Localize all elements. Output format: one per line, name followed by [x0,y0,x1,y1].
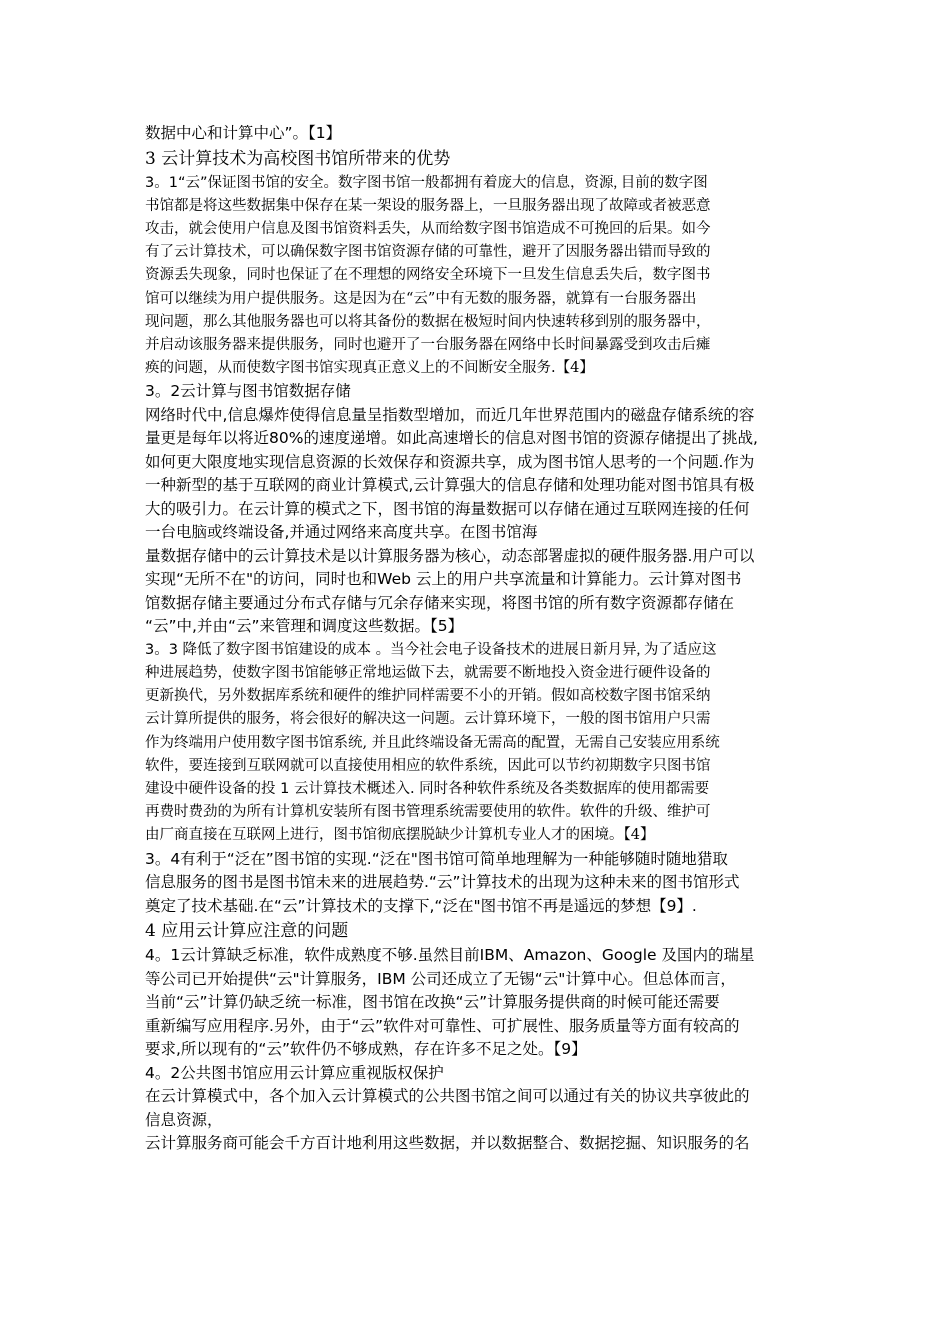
text-span: 当今社会电子设备技术的进展日新月异, 为了适应这 [390,641,717,658]
subsection-heading-3-1: 3。1“云”保证图书馆的安全。 [145,174,338,191]
text-line: 在云计算模式中，各个加入云计算模式的公共图书馆之间可以通过有关的协议共享彼此的 [145,1087,750,1106]
text-line: 信息资源， [145,1110,223,1129]
text-line: 痪的问题，从而使数字图书馆实现真正意义上的不间断安全服务.【4】 [145,360,594,377]
text-span: 入. 同时各种软件系统及各类数据库的使用都需要 [395,781,710,798]
text-span: 建设中硬件设备的投 [145,781,276,798]
text-line: 并启动该服务器来提供服务，同时也避开了一台服务器在网络中长时间暴露受到攻击后瘫 [145,336,711,353]
text-line: 3。4有利于“泛在”图书馆的实现.“泛在"图书馆可简单地理解为一种能够随时随地猎取 [145,849,728,868]
subsection-heading-3-3: 3。3 降低了数字图书馆建设的成本 。 [145,641,391,658]
text-line: 实现“无所不在"的访问，同时也和Web 云上的用户共享流量和计算能力。云计算对图书 [145,570,742,589]
text-line: 有了云计算技术，可以确保数字图书馆资源存储的可靠性，避开了因服务器出错而导致的 [145,244,711,261]
subsection-heading-4-2: 4。2公共图书馆应用云计算应重视版权保护 [145,1063,444,1082]
text-line: 现问题，那么其他服务器也可以将其备份的数据在极短时间内快速转移到别的服务器中， [145,313,711,330]
text-line: 要求,所以现有的“云”软件仍不够成熟，存在许多不足之处。【9】 [145,1040,587,1059]
section-heading-3: 3 云计算技术为高校图书馆所带来的优势 [145,148,451,169]
text-line: 一种新型的基于互联网的商业计算模式,云计算强大的信息存储和处理功能对图书馆具有极 [145,476,755,495]
text-line: 馆可以继续为用户提供服务。这是因为在“云”中有无数的服务器，就算有一台服务器出 [145,290,697,307]
text-line: 更新换代，另外数据库系统和硬件的维护同样需要不小的开销。假如高校数字图书馆采纳 [145,688,711,705]
text-line: 数据中心和计算中心”。【1】 [145,124,342,142]
text-line: 量数据存储中的云计算技术是以计算服务器为核心，动态部署虚拟的硬件服务器.用户可以 [145,546,755,565]
text-line [145,639,810,662]
text-line: 等公司已开始提供“云"计算服务，IBM 公司还成立了无锡“云"计算中心。但总体而言， [145,969,736,988]
subsection-heading-3-2: 3。2云计算与图书馆数据存储 [145,382,351,401]
text-line: 大的吸引力。在云计算的模式之下，图书馆的海量数据可以存储在通过互联网连接的任何 [145,499,750,518]
text-line: 资源丢失现象，同时也保证了在不理想的网络安全环境下一旦发生信息丢失后，数字图书 [145,267,711,284]
text-line [145,172,810,195]
text-span: 数字图书馆一般都拥有着庞大的信息，资源, 目前的数字图 [337,174,708,191]
text-line: 种进展趋势，使数字图书馆能够正常地运做下去，就需要不断地投入资金进行硬件设备的 [145,665,711,682]
text-line: 一台电脑或终端设备,并通过网络来高度共享。在图书馆海 [145,523,538,542]
inline-heading: 1 云计算技术概述 [275,781,396,798]
text-line: 信息服务的图书是图书馆未来的进展趋势.“云”计算技术的出现为这种未来的图书馆形式 [145,873,740,892]
text-line: “云”中,并由“云”来管理和调度这些数据。【5】 [145,617,464,636]
text-line: 书馆都是将这些数据集中保存在某一架设的服务器上，一旦服务器出现了故障或者被恶意 [145,197,711,214]
text-line: 网络时代中,信息爆炸使得信息量呈指数型增加，而近几年世界范围内的磁盘存储系统的容 [145,405,755,424]
text-line: 云计算服务商可能会千方百计地利用这些数据，并以数据整合、数据挖掘、知识服务的名 [145,1134,750,1153]
text-line: 4。1云计算缺乏标准，软件成熟度不够.虽然目前IBM、Amazon、Google 及国内的瑞星 [145,946,755,965]
text-line: 软件，要连接到互联网就可以直接使用相应的软件系统，因此可以节约初期数字只图书馆 [145,757,711,774]
text-line: 如何更大限度地实现信息资源的长效保存和资源共享，成为图书馆人思考的一个问题.作为 [145,452,755,471]
document-page [145,122,810,1156]
text-line: 再费时费劲的为所有计算机安装所有图书管理系统需要使用的软件。软件的升级、维护可 [145,804,711,821]
section-heading-4: 4 应用云计算应注意的问题 [145,921,349,942]
text-line [145,778,810,801]
text-line: 馆数据存储主要通过分布式存储与冗余存储来实现，将图书馆的所有数字资源都存储在 [145,593,735,612]
text-line: 奠定了技术基础.在“云”计算技术的支撑下,“泛在"图书馆不再是遥远的梦想【9】. [145,896,697,915]
text-line: 作为终端用户使用数字图书馆系统, 并且此终端设备无需高的配置，无需自己安装应用系统 [145,734,720,751]
text-line: 攻击，就会使用户信息及图书馆资料丢失，从而给数字图书馆造成不可挽回的后果。如今 [145,220,711,237]
text-line: 由厂商直接在互联网上进行，图书馆彻底摆脱缺少计算机专业人才的困境。【4】 [145,827,655,844]
text-line: 云计算所提供的服务，将会很好的解决这一问题。云计算环境下，一般的图书馆用户只需 [145,711,711,728]
text-line: 量更是每年以将近80%的速度递增。如此高速增长的信息对图书馆的资源存储提出了挑战, [145,429,758,448]
text-line: 重新编写应用程序.另外，由于“云”软件对可靠性、可扩展性、服务质量等方面有较高的 [145,1016,740,1035]
text-line: 当前“云”计算仍缺乏统一标准，图书馆在改换“云”计算服务提供商的时候可能还需要 [145,993,720,1012]
